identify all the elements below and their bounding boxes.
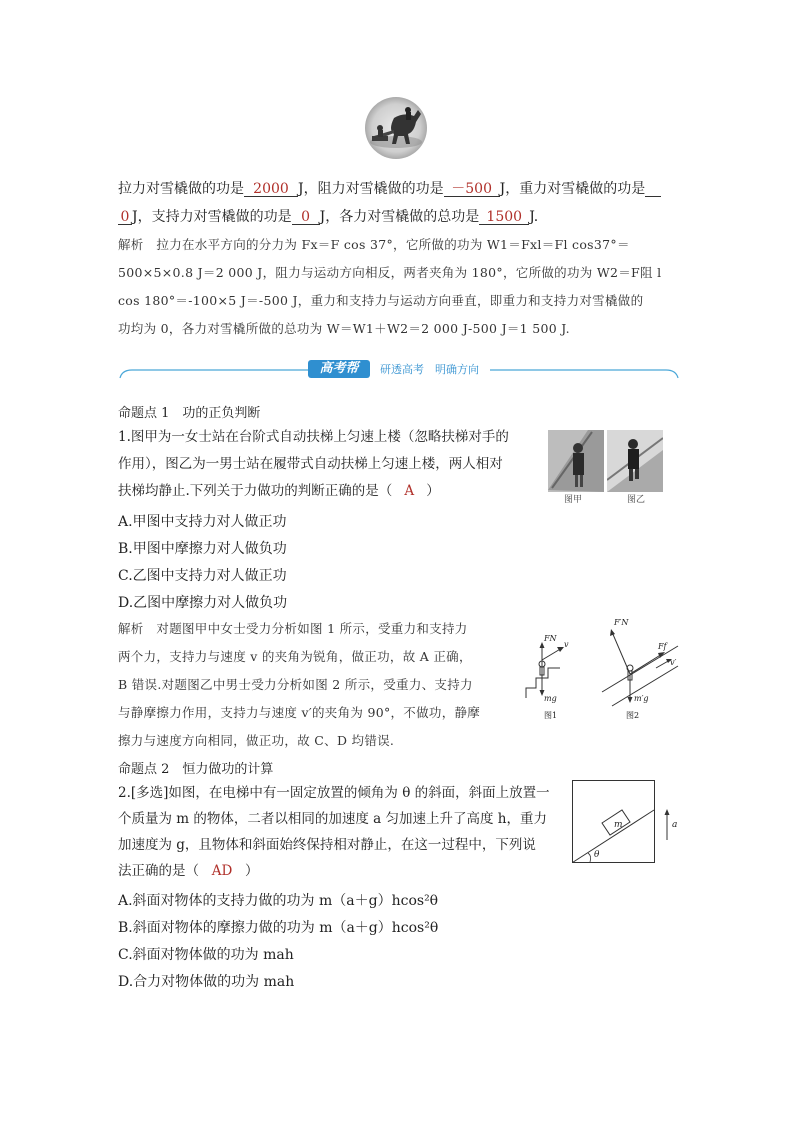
fig2-fn-label: F′N — [614, 618, 629, 627]
fig2-v-label: v′ — [670, 658, 677, 667]
force-diagram-1 — [520, 630, 584, 720]
banner-badge: 高考帮 — [308, 360, 370, 378]
option-d: D.乙图中摩擦力对人做负功 — [118, 595, 288, 611]
answer-blank: 0 — [118, 210, 132, 225]
topic-heading: 命题点 2 恒力做功的计算 — [118, 762, 274, 777]
force-diagram-2 — [598, 618, 682, 720]
fig-accel-label: a — [672, 820, 678, 830]
intro-text: J，支持力对雪橇做的功是 — [132, 209, 292, 225]
fig2-caption: 图2 — [626, 711, 640, 720]
question-line — [118, 864, 259, 878]
intro-text: 拉力对雪橇做的功是 — [118, 181, 244, 197]
analysis-line: 功均为 0，各力对雪橇所做的总功为 W＝W1＋W2＝2 000 J-500 J＝1 500 J. — [118, 321, 570, 336]
question-text: 个质量为 m 的物体，二者以相同的加速度 a 匀加速上升了高度 h，重力 — [118, 811, 547, 827]
intro-text: J，阻力对雪橇做的功是 — [298, 181, 444, 197]
question-line — [118, 838, 536, 852]
answer-blank: 0 — [292, 210, 320, 225]
analysis-line: 500×5×0.8 J＝2 000 J，阻力与运动方向相反，两者夹角为 180°，它所做的功为 W2＝F阻 l — [118, 265, 662, 280]
option-d: D.合力对物体做的功为 mah — [118, 974, 295, 990]
section-banner — [118, 358, 680, 382]
question-text: 法正确的是（ — [118, 863, 199, 879]
question-line — [118, 484, 440, 498]
question-line — [118, 457, 503, 471]
analysis-line: cos 180°＝-100×5 J＝-500 J，重力和支持力与运动方向垂直，即重力和支持力对雪橇做的 — [118, 293, 644, 308]
question-text: 扶梯均静止.下列关于力做功的判断正确的是（ — [118, 483, 393, 499]
fig1-mg-label: mg — [544, 694, 557, 703]
intro-text: J，各力对雪橇做的总功是 — [319, 209, 480, 225]
option-b: B.斜面对物体的摩擦力做的功为 m（a＋g）hcos²θ — [118, 920, 439, 936]
question-text: 作用），图乙为一男士站在履带式自动扶梯上匀速上楼，两人相对 — [118, 456, 503, 472]
fig1-v-label: v — [564, 640, 569, 649]
analysis-line: 与静摩擦力作用，支持力与速度 v′的夹角为 90°，不做功，静摩 — [118, 705, 481, 720]
analysis-line: 两个力，支持力与速度 v 的夹角为锐角，做正功，故 A 正确， — [118, 649, 472, 664]
intro-line-1 — [118, 182, 661, 197]
option-a: A.斜面对物体的支持力做的功为 m（a＋g）hcos²θ — [118, 893, 439, 909]
intro-text: J. — [529, 209, 539, 225]
escalator-photo-a — [548, 430, 604, 492]
option-c: C.斜面对物体做的功为 mah — [118, 947, 294, 963]
question-line — [118, 430, 509, 444]
answer-blank: －500 — [444, 182, 500, 197]
fig-theta-label: θ — [594, 850, 600, 860]
fig1-fn-label: FN — [544, 634, 557, 643]
answer-blank: 2000 — [244, 182, 298, 197]
fig2-ff-label: Ff — [658, 642, 667, 651]
question-line — [118, 812, 547, 826]
topic-heading: 命题点 1 功的正负判断 — [118, 406, 261, 421]
question-text: ） — [245, 863, 259, 879]
analysis-line: 解析 对题图甲中女士受力分析如图 1 所示，受重力和支持力 — [118, 621, 468, 636]
intro-line-2 — [118, 210, 538, 225]
escalator-photo-b — [607, 430, 663, 492]
option-c: C.乙图中支持力对人做正功 — [118, 568, 287, 584]
banner-subtitle: 研透高考 明确方向 — [380, 363, 479, 376]
image-caption: 图乙 — [627, 495, 646, 505]
elevator-incline-figure — [572, 780, 680, 864]
answer-blank: 1500 — [479, 210, 529, 225]
question-line — [118, 786, 550, 800]
question-text: 加速度为 g，且物体和斜面始终保持相对静止，在这一过程中，下列说 — [118, 837, 536, 853]
analysis-line: 解析 拉力在水平方向的分力为 Fx＝F cos 37°，它所做的功为 W1＝Fxl＝Fl cos37°＝ — [118, 237, 630, 252]
answer-text: A — [404, 483, 415, 499]
option-b: B.甲图中摩擦力对人做负功 — [118, 541, 287, 557]
answer-text: AD — [211, 863, 233, 879]
analysis-line: 擦力与速度方向相同，做正功，故 C、D 均错误. — [118, 733, 395, 748]
sled-photo — [364, 96, 428, 160]
fig1-caption: 图1 — [544, 711, 558, 720]
answer-blank — [645, 182, 661, 197]
question-text: 1.图甲为一女士站在台阶式自动扶梯上匀速上楼（忽略扶梯对手的 — [118, 429, 509, 445]
fig2-mg-label: m′g — [634, 694, 649, 703]
image-caption: 图甲 — [564, 495, 583, 505]
question-text: ） — [426, 483, 440, 499]
question-text: 2.[多选]如图，在电梯中有一固定放置的倾角为 θ 的斜面，斜面上放置一 — [118, 785, 550, 801]
analysis-line: B 错误.对题图乙中男士受力分析如图 2 所示，受重力、支持力 — [118, 677, 473, 692]
intro-text: J，重力对雪橇做的功是 — [499, 181, 646, 197]
option-a: A.甲图中支持力对人做正功 — [118, 514, 287, 530]
fig-mass-label: m — [614, 820, 623, 830]
